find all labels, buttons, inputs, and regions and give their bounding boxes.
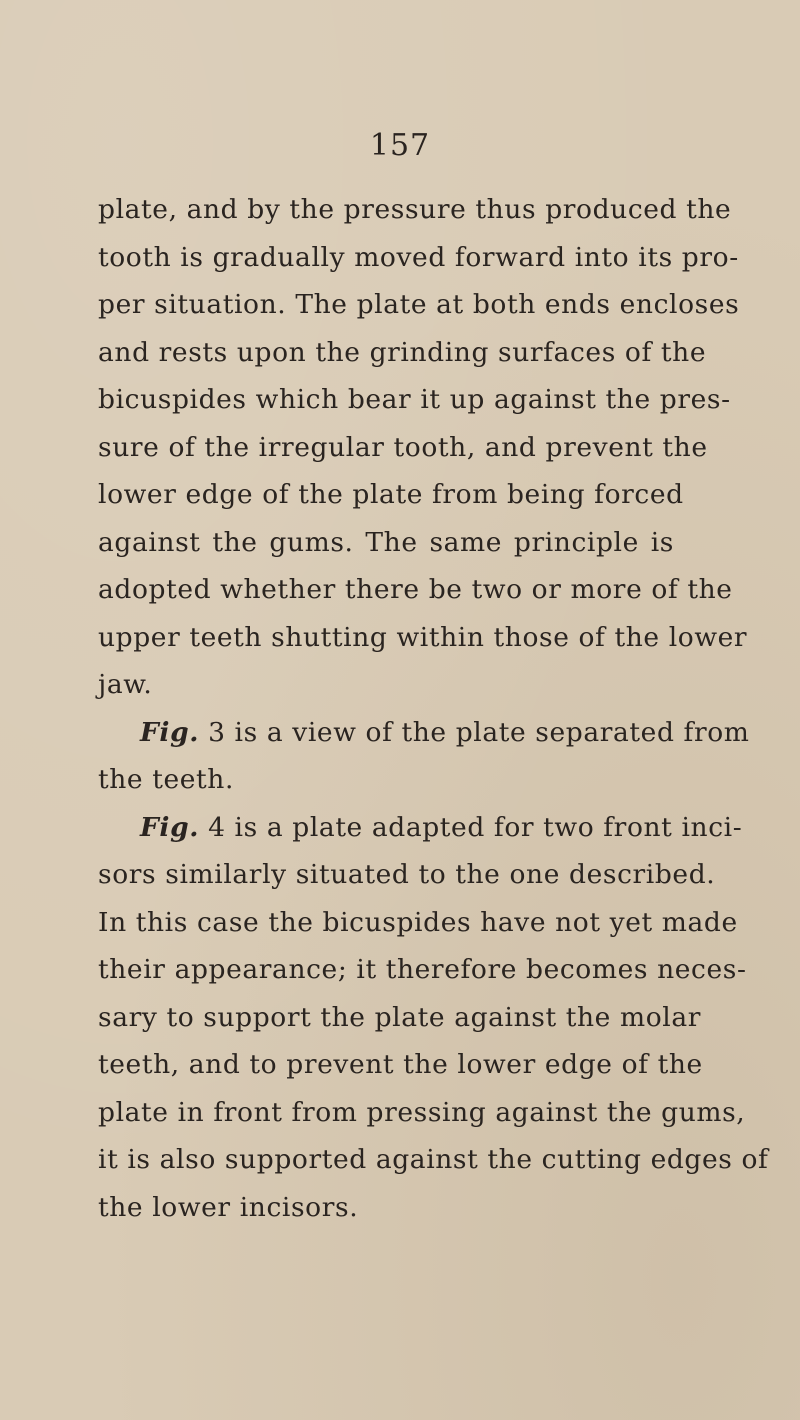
text-line: it is also supported against the cutting edges of	[98, 1144, 769, 1175]
fig-label: Fig.	[140, 716, 200, 748]
text-line: tooth is gradually moved forward into its pro-	[98, 241, 739, 273]
text-line: plate in front from pressing against the gums,	[98, 1096, 746, 1128]
text-line: plate, and by the pressure thus produced the	[98, 194, 732, 225]
text-line: the lower incisors.	[98, 1191, 359, 1223]
text-line: against the gums. The same principle is	[98, 526, 674, 558]
text-line: In this case the bicuspides have not yet made	[98, 906, 738, 938]
text-line: upper teeth shutting within those of the lower	[98, 621, 748, 653]
body-text	[98, 186, 769, 1231]
text-line: lower edge of the plate from being forced	[98, 479, 684, 510]
text-line: bicuspides which bear it up against the pres-	[98, 384, 731, 415]
fig-label: Fig.	[140, 811, 200, 843]
text-line: the teeth.	[98, 764, 234, 795]
text-line: sors similarly situated to the one described.	[98, 859, 716, 890]
text-line: teeth, and to prevent the lower edge of the	[98, 1049, 703, 1080]
text-line: jaw.	[98, 669, 153, 700]
text-line: adopted whether there be two or more of the	[98, 574, 733, 605]
fig-4-caption-line: Fig. 4 is a plate adapted for two front inci-	[140, 811, 743, 843]
text-line: their appearance; it therefore becomes neces-	[98, 954, 747, 985]
text-line: and rests upon the grinding surfaces of the	[98, 336, 707, 368]
text-line: sure of the irregular tooth, and prevent the	[98, 431, 708, 463]
text-line: per situation. The plate at both ends encloses	[98, 289, 740, 320]
page-number: 157	[369, 128, 431, 163]
fig-3-caption-line: Fig. 3 is a view of the plate separated from	[140, 716, 750, 748]
text-line: sary to support the plate against the molar	[98, 1001, 702, 1033]
